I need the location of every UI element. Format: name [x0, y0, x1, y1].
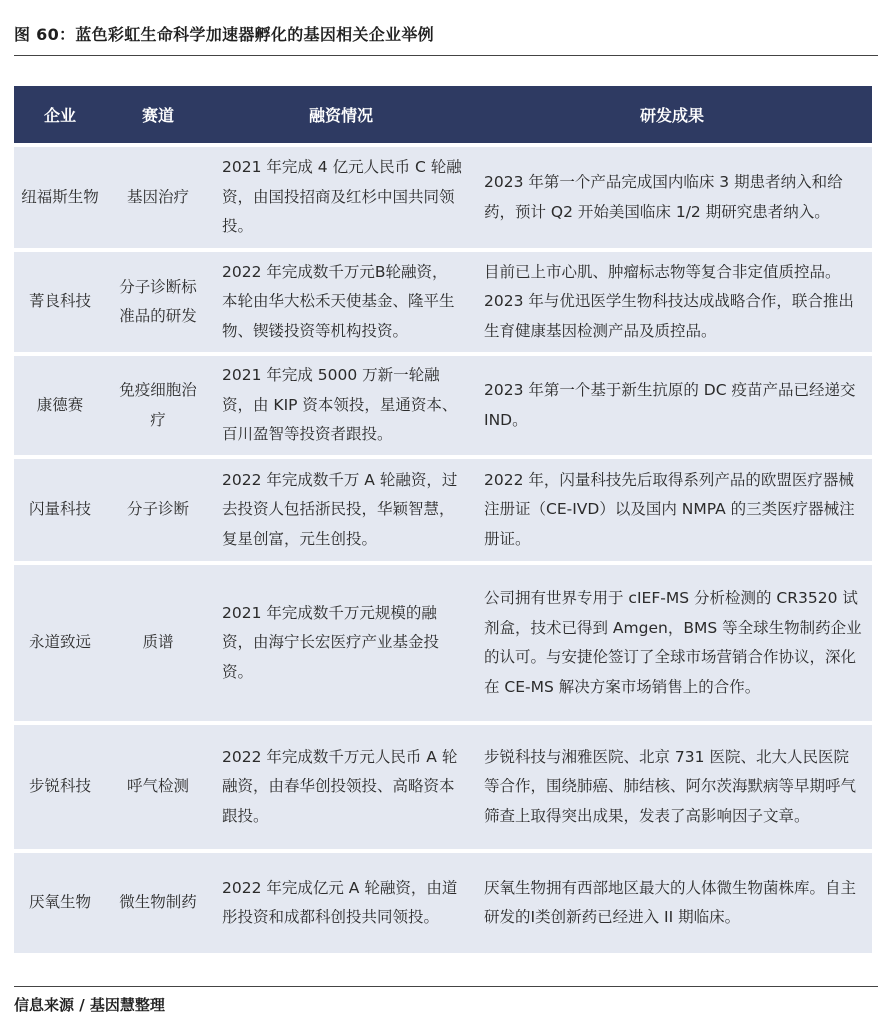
header-funding: 融资情况 [210, 86, 472, 143]
result-cell: 2023 年第一个产品完成国内临床 3 期患者纳入和给药，预计 Q2 开始美国临床 1/2 期研究患者纳入。 [472, 143, 872, 248]
company-cell: 闪量科技 [14, 455, 106, 561]
track-cell: 免疫细胞治疗 [106, 352, 210, 455]
table-row [14, 248, 872, 352]
table-row [14, 455, 872, 561]
figure-title: 图 60：蓝色彩虹生命科学加速器孵化的基因相关企业举例 [14, 25, 434, 44]
funding-cell: 2022 年完成数千万元B轮融资，本轮由华大松禾天使基金、隆平生物、锲镂投资等机构投资。 [210, 248, 472, 352]
funding-cell: 2022 年完成数千万 A 轮融资，过去投资人包括浙民投，华颖智慧，复星创富，元生创投。 [210, 455, 472, 561]
track-cell: 基因治疗 [106, 143, 210, 248]
result-cell: 公司拥有世界专用于 cIEF-MS 分析检测的 CR3520 试剂盒，技术已得到 Amgen，BMS 等全球生物制药企业的认可。与安捷伦签订了全球市场营销合作协议，深化在 CE-MS 解决方案市场销售上的合作。 [472, 561, 872, 721]
table-row [14, 143, 872, 248]
funding-cell: 2021 年完成 5000 万新一轮融资，由 KIP 资本领投，星通资本、百川盈智等投资者跟投。 [210, 352, 472, 455]
company-cell: 永道致远 [14, 561, 106, 721]
funding-cell: 2021 年完成 4 亿元人民币 C 轮融资，由国投招商及红杉中国共同领投。 [210, 143, 472, 248]
funding-cell: 2022 年完成数千万元人民币 A 轮融资，由春华创投领投、高略资本跟投。 [210, 721, 472, 849]
header-company: 企业 [14, 86, 106, 143]
table-row [14, 561, 872, 721]
track-cell: 呼气检测 [106, 721, 210, 849]
company-cell: 菁良科技 [14, 248, 106, 352]
result-cell: 2022 年，闪量科技先后取得系列产品的欧盟医疗器械注册证（CE-IVD）以及国内 NMPA 的三类医疗器械注册证。 [472, 455, 872, 561]
company-cell: 康德赛 [14, 352, 106, 455]
footer-divider [14, 986, 878, 987]
track-cell: 分子诊断 [106, 455, 210, 561]
header-track: 赛道 [106, 86, 210, 143]
track-cell: 微生物制药 [106, 849, 210, 953]
companies-table [14, 86, 872, 953]
company-cell: 步锐科技 [14, 721, 106, 849]
result-cell: 厌氧生物拥有西部地区最大的人体微生物菌株库。自主研发的Ⅰ类创新药已经进入 II 期临床。 [472, 849, 872, 953]
company-cell: 厌氧生物 [14, 849, 106, 953]
table-row [14, 721, 872, 849]
result-cell: 步锐科技与湘雅医院、北京 731 医院、北大人民医院等合作，围绕肺癌、肺结核、阿尔茨海默病等早期呼气筛查上取得突出成果，发表了高影响因子文章。 [472, 721, 872, 849]
track-cell: 质谱 [106, 561, 210, 721]
title-divider [14, 55, 878, 56]
table-header-row [14, 86, 872, 143]
funding-cell: 2022 年完成亿元 A 轮融资，由道彤投资和成都科创投共同领投。 [210, 849, 472, 953]
result-cell: 2023 年第一个基于新生抗原的 DC 疫苗产品已经递交 IND。 [472, 352, 872, 455]
result-cell: 目前已上市心肌、肿瘤标志物等复合非定值质控品。2023 年与优迅医学生物科技达成战略合作，联合推出生育健康基因检测产品及质控品。 [472, 248, 872, 352]
table-row [14, 352, 872, 455]
source-note: 信息来源 / 基因慧整理 [14, 996, 165, 1014]
header-result: 研发成果 [472, 86, 872, 143]
company-cell: 纽福斯生物 [14, 143, 106, 248]
funding-cell: 2021 年完成数千万元规模的融资，由海宁长宏医疗产业基金投资。 [210, 561, 472, 721]
track-cell: 分子诊断标准品的研发 [106, 248, 210, 352]
table-row [14, 849, 872, 953]
